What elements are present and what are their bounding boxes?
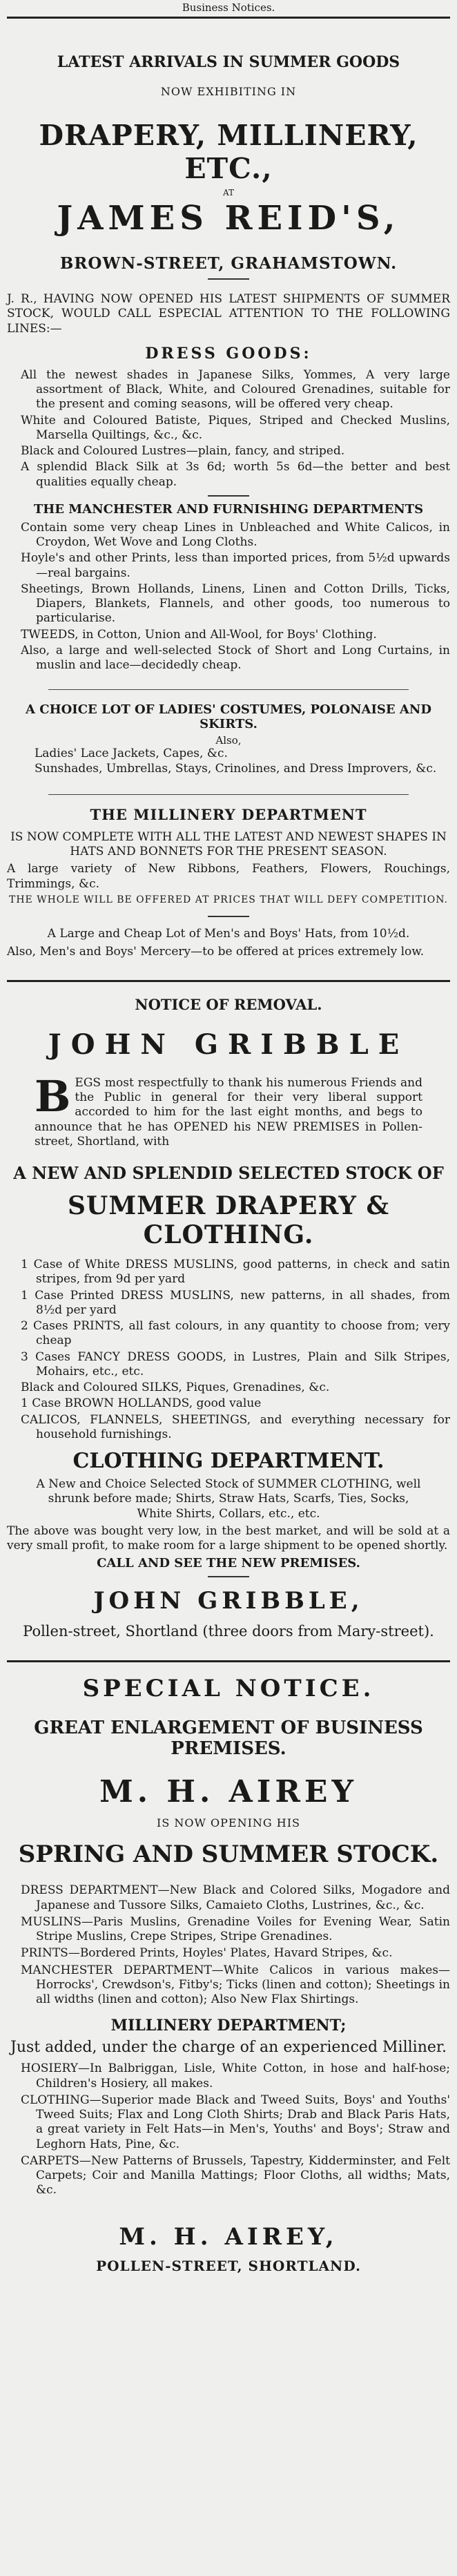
list-item: Also, a large and well-selected Stock of Short and Long Curtains, in muslin and lace—decidedly cheap. [21,643,450,672]
list-item: Sheetings, Brown Hollands, Linens, Linen and Cotton Drills, Ticks, Diapers, Blankets, Flannels, and other goods, too numerous to particularise. [21,581,450,626]
divider [208,1576,249,1577]
millinery-heading: THE MILLINERY DEPARTMENT [90,805,367,823]
special-notice: SPECIAL NOTICE. [82,1675,375,1703]
reid-address: BROWN-STREET, GRAHAMSTOWN. [59,254,398,273]
list-item: CALICOS, FLANNELS, SHEETINGS, and everything necessary for household furnishings. [21,1412,450,1441]
divider [7,1660,450,1662]
column-header: Business Notices. [182,1,275,14]
reid-advert [7,53,450,959]
removal-notice: NOTICE OF REMOVAL. [135,995,322,1013]
gribble-signature: JOHN GRIBBLE, [93,1587,364,1615]
millinery-line: A large variety of New Ribbons, Feathers, Flowers, Rouchings, Trimmings, &c. [7,862,450,891]
list-item: TWEEDS, in Cotton, Union and All-Wool, for Boys' Clothing. [21,627,377,642]
clothing-heading: CLOTHING DEPARTMENT. [72,1449,385,1473]
divider [208,278,249,280]
millinery-line: THE WHOLE WILL BE OFFERED AT PRICES THAT WILL DEFY COMPETITION. [8,894,448,905]
reid-drapery-heading: DRAPERY, MILLINERY, ETC., [39,119,418,185]
gribble-body: EGS most respectfully to thank his numerous Friends and the Public in general for their very liberal support accorded to him for the last eight months, and begs to announce that he has OPENED his NEW PREMISES in Pollen-street, Shortland, with [35,1075,422,1148]
list-item: A splendid Black Silk at 3s 6d; worth 5s 6d—the better and best qualities equally cheap. [21,460,450,489]
drop-cap: B [35,1075,71,1122]
airey-signature: M. H. AIREY, [119,2222,338,2251]
clothing-line: The above was bought very low, in the best market, and will be sold at a very small profit, to make room for a large shipment to be opened shortly. [7,1524,450,1553]
list-item: Ladies' Lace Jackets, Capes, &c. [35,747,228,761]
call-line: CALL AND SEE THE NEW PREMISES. [97,1556,360,1571]
list-item: MUSLINS—Paris Muslins, Grenadine Voiles for Evening Wear, Satin Stripe Muslins, Crepe Stripes, Stripe Grenadines. [21,1914,450,1943]
airey-millinery-heading: MILLINERY DEPARTMENT; [110,2017,347,2035]
list-item: CARPETS—New Patterns of Brussels, Tapestry, Kidderminster, and Felt Carpets; Coir and Manilla Mattings; Floor Cloths, all widths; Mats, &c. [21,2153,450,2198]
also-label: Also, [215,734,242,747]
reid-at: AT [222,188,234,198]
list-item: MANCHESTER DEPARTMENT—White Calicos in various makes—Horrocks', Crewdson's, Fitby's; Ticks (linen and cotton); Sheetings in all widths (linen and cotton); Also New Flax Shirtings. [21,1963,450,2006]
divider [7,17,450,19]
gribble-summer-heading: SUMMER DRAPERY & CLOTHING. [67,1191,390,1249]
divider [7,980,450,982]
costumes-heading: A CHOICE LOT OF LADIES' COSTUMES, POLONAISE AND SKIRTS. [26,702,431,732]
reid-headline: LATEST ARRIVALS IN SUMMER GOODS [57,53,400,71]
clothing-body: A New and Choice Selected Stock of SUMMER CLOTHING, well shrunk before made; Shirts, Straw Hats, Scarfs, Ties, Socks, White Shirts, Collars, etc., etc. [36,1477,421,1521]
list-item: 2 Cases PRINTS, all fast colours, in any quantity to choose from; very cheap [21,1319,450,1348]
list-item: 1 Case Printed DRESS MUSLINS, new patterns, in all shades, from 8½d per yard [21,1288,450,1317]
millinery-body: IS NOW COMPLETE WITH ALL THE LATEST AND NEWEST SHAPES IN HATS AND BONNETS FOR THE PRESENT SEASON. [10,829,447,858]
enlargement-heading: GREAT ENLARGEMENT OF BUSINESS PREMISES. [34,1718,423,1760]
list-item: 3 Cases FANCY DRESS GOODS, in Lustres, Plain and Silk Stripes, Mohairs, etc., etc. [21,1349,450,1378]
list-item: HOSIERY—In Balbriggan, Lisle, White Cotton, in hose and half-hose; Children's Hosiery, all makes. [21,2061,450,2090]
reid-name: JAMES REID'S, [57,199,400,238]
airey-advert [7,1675,450,2274]
list-item: Sunshades, Umbrellas, Stays, Crinolines, and Dress Improvers, &c. [35,761,437,776]
list-item: 1 Case of White DRESS MUSLINS, good patterns, in check and satin stripes, from 9d per yard [21,1258,450,1287]
hats-line: Also, Men's and Boys' Mercery—to be offered at prices extremely low. [7,944,425,959]
list-item: White and Coloured Batiste, Piques, Striped and Checked Muslins, Marsella Quiltings, &c., &c. [21,413,450,442]
airey-address: POLLEN-STREET, SHORTLAND. [96,2257,361,2274]
list-item: 1 Case BROWN HOLLANDS, good value [21,1396,262,1411]
list-item: All the newest shades in Japanese Silks, Yommes, A very large assortment of Black, White, and Coloured Grenadines, suitable for the present and coming seasons, will be offered very cheap. [21,367,450,412]
airey-stock-heading: SPRING AND SUMMER STOCK. [18,1840,439,1869]
list-item: PRINTS—Bordered Prints, Hoyles' Plates, Havard Stripes, &c. [21,1946,393,1961]
gribble-address: Pollen-street, Shortland (three doors from Mary-street). [23,1623,434,1640]
reid-intro: J. R., HAVING NOW OPENED HIS LATEST SHIPMENTS OF SUMMER STOCK, WOULD CALL ESPECIAL ATTENTION TO THE FOLLOWING LINES:— [7,292,450,336]
list-item: Black and Coloured Lustres—plain, fancy, and striped. [21,444,345,458]
list-item: Contain some very cheap Lines in Unbleached and White Calicos, in Croydon, Wet Wove and Long Cloths. [21,520,450,549]
manchester-heading: THE MANCHESTER AND FURNISHING DEPARTMENTS [33,501,424,517]
divider [48,689,409,690]
reid-subhead: NOW EXHIBITING IN [160,85,297,98]
gribble-stock-heading: A NEW AND SPLENDID SELECTED STOCK OF [13,1163,444,1183]
airey-millinery-sub: Just added, under the charge of an experienced Milliner. [10,2039,447,2057]
list-item: Hoyle's and other Prints, less than imported prices, from 5½d upwards—real bargains. [21,551,450,580]
airey-name: M. H. AIREY [99,1774,358,1810]
divider [208,495,249,497]
list-item: DRESS DEPARTMENT—New Black and Colored Silks, Mogadore and Japanese and Tussore Silks, Camaieto Cloths, Lustrines, &c., &c. [21,1883,450,1912]
hats-line: A Large and Cheap Lot of Men's and Boys' Hats, from 10½d. [47,927,410,941]
list-item: Black and Coloured SILKS, Piques, Grenadines, &c. [21,1381,330,1394]
divider [48,794,409,795]
gribble-advert [7,996,450,1640]
airey-opening: IS NOW OPENING HIS [157,1816,300,1830]
list-item: CLOTHING—Superior made Black and Tweed Suits, Boys' and Youths' Tweed Suits; Flax and Long Cloth Shirts; Drab and Black Paris Hats, a great variety in Felt Hats—in Men's, Youths' and Boys'; Straw and Leghorn Hats, Pine, &c. [21,2093,450,2151]
gribble-name: JOHN GRIBBLE [48,1028,409,1061]
divider [208,916,249,917]
dress-goods-heading: DRESS GOODS: [145,344,312,363]
